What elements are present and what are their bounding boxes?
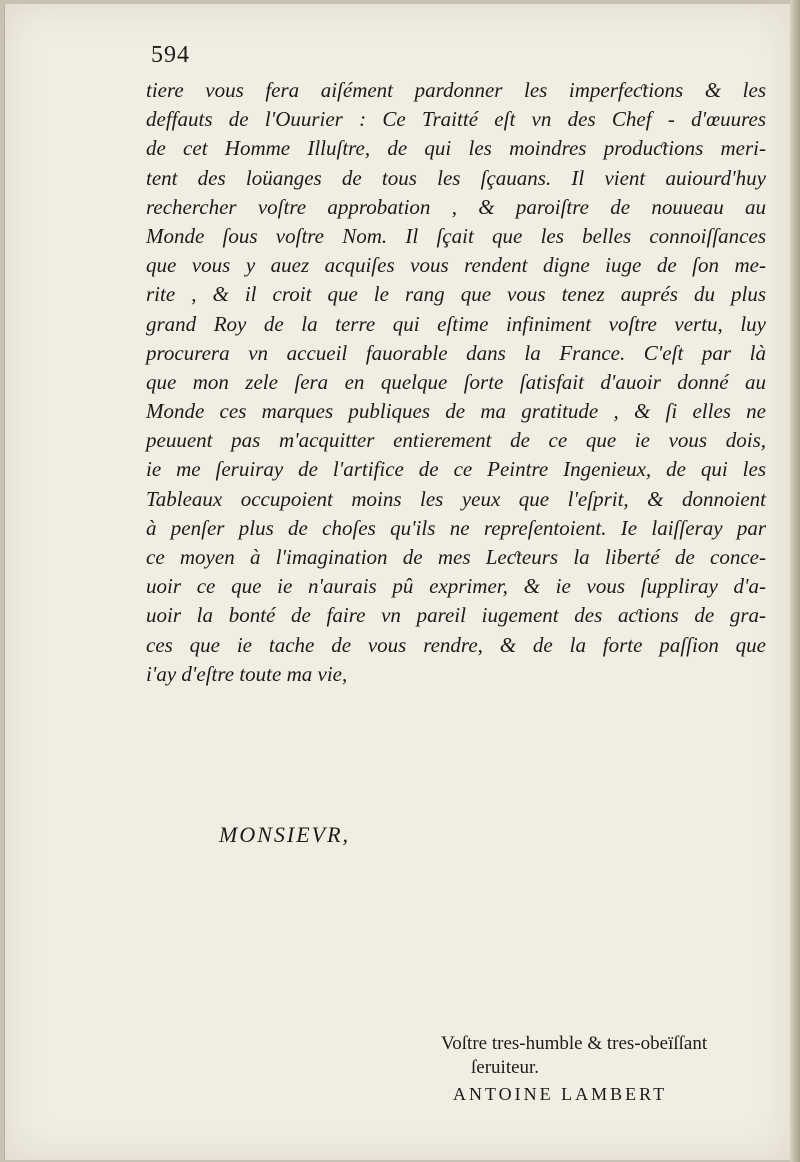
page-number: 594 [151, 42, 190, 68]
text-line: de cet Homme Illuſtre, de qui les moindres produƈtions meri- [146, 136, 766, 161]
book-page [4, 4, 791, 1160]
text-line: procurera vn accueil fauorable dans la France. C'eſt par là [146, 340, 766, 365]
page-edge [790, 0, 800, 1162]
text-line: rite , & il croit que le rang que vous tenez auprés du plus [146, 282, 766, 307]
letter-body [146, 76, 766, 689]
text-line: uoir la bonté de faire vn pareil iugement des aƈtions de gra- [146, 603, 766, 628]
text-line: Monde ſous voſtre Nom. Il ſçait que les belles connoiſſances [146, 223, 766, 248]
text-line: que mon zele ſera en quelque ſorte ſatisfait d'auoir donné au [146, 369, 766, 394]
salutation: MONSIEVR, [219, 822, 351, 847]
text-line: peuuent pas m'acquitter entierement de ce que ie vous dois, [146, 428, 766, 453]
closing-line: Voſtre tres-humble & tres-obeïſſant [441, 1033, 708, 1054]
text-line: rechercher voſtre approbation , & paroiſtre de nouueau au [146, 194, 766, 219]
text-line: grand Roy de la terre qui eſtime infiniment voſtre vertu, luy [146, 311, 766, 336]
text-line: tent des loüanges de tous les ſçauans. Il vient auiourd'huy [146, 165, 766, 190]
text-line: i'ay d'eſtre toute ma vie, [146, 661, 348, 686]
text-line: à penſer plus de choſes qu'ils ne repreſentoient. Ie laiſſeray par [146, 515, 766, 540]
text-line: tiere vous fera aiſément pardonner les imperfeƈtions & les [146, 78, 766, 102]
text-line: ce moyen à l'imagination de mes Leƈteurs la liberté de conce- [146, 545, 766, 569]
signatory-name: ANTOINE LAMBERT [453, 1084, 668, 1104]
text-line: ces que ie tache de vous rendre, & de la forte paſſion que [146, 632, 766, 657]
text-line: Monde ces marques publiques de ma gratitude , & ſi elles ne [146, 399, 766, 424]
signature-block [441, 1032, 707, 1106]
servant-line: ſeruiteur. [471, 1057, 540, 1078]
text-line: que vous y auez acquiſes vous rendent digne iuge de ſon me- [146, 253, 766, 278]
text-line: ie me ſeruiray de l'artifice de ce Peintre Ingenieux, de qui les [146, 457, 766, 482]
text-line: deffauts de l'Ouurier : Ce Traitté eſt vn des Chef - d'œuures [146, 107, 766, 132]
text-line: uoir ce que ie n'aurais pû exprimer, & ie vous ſuppliray d'a- [146, 574, 766, 599]
text-line: Tableaux occupoient moins les yeux que l'eſprit, & donnoient [146, 486, 766, 511]
